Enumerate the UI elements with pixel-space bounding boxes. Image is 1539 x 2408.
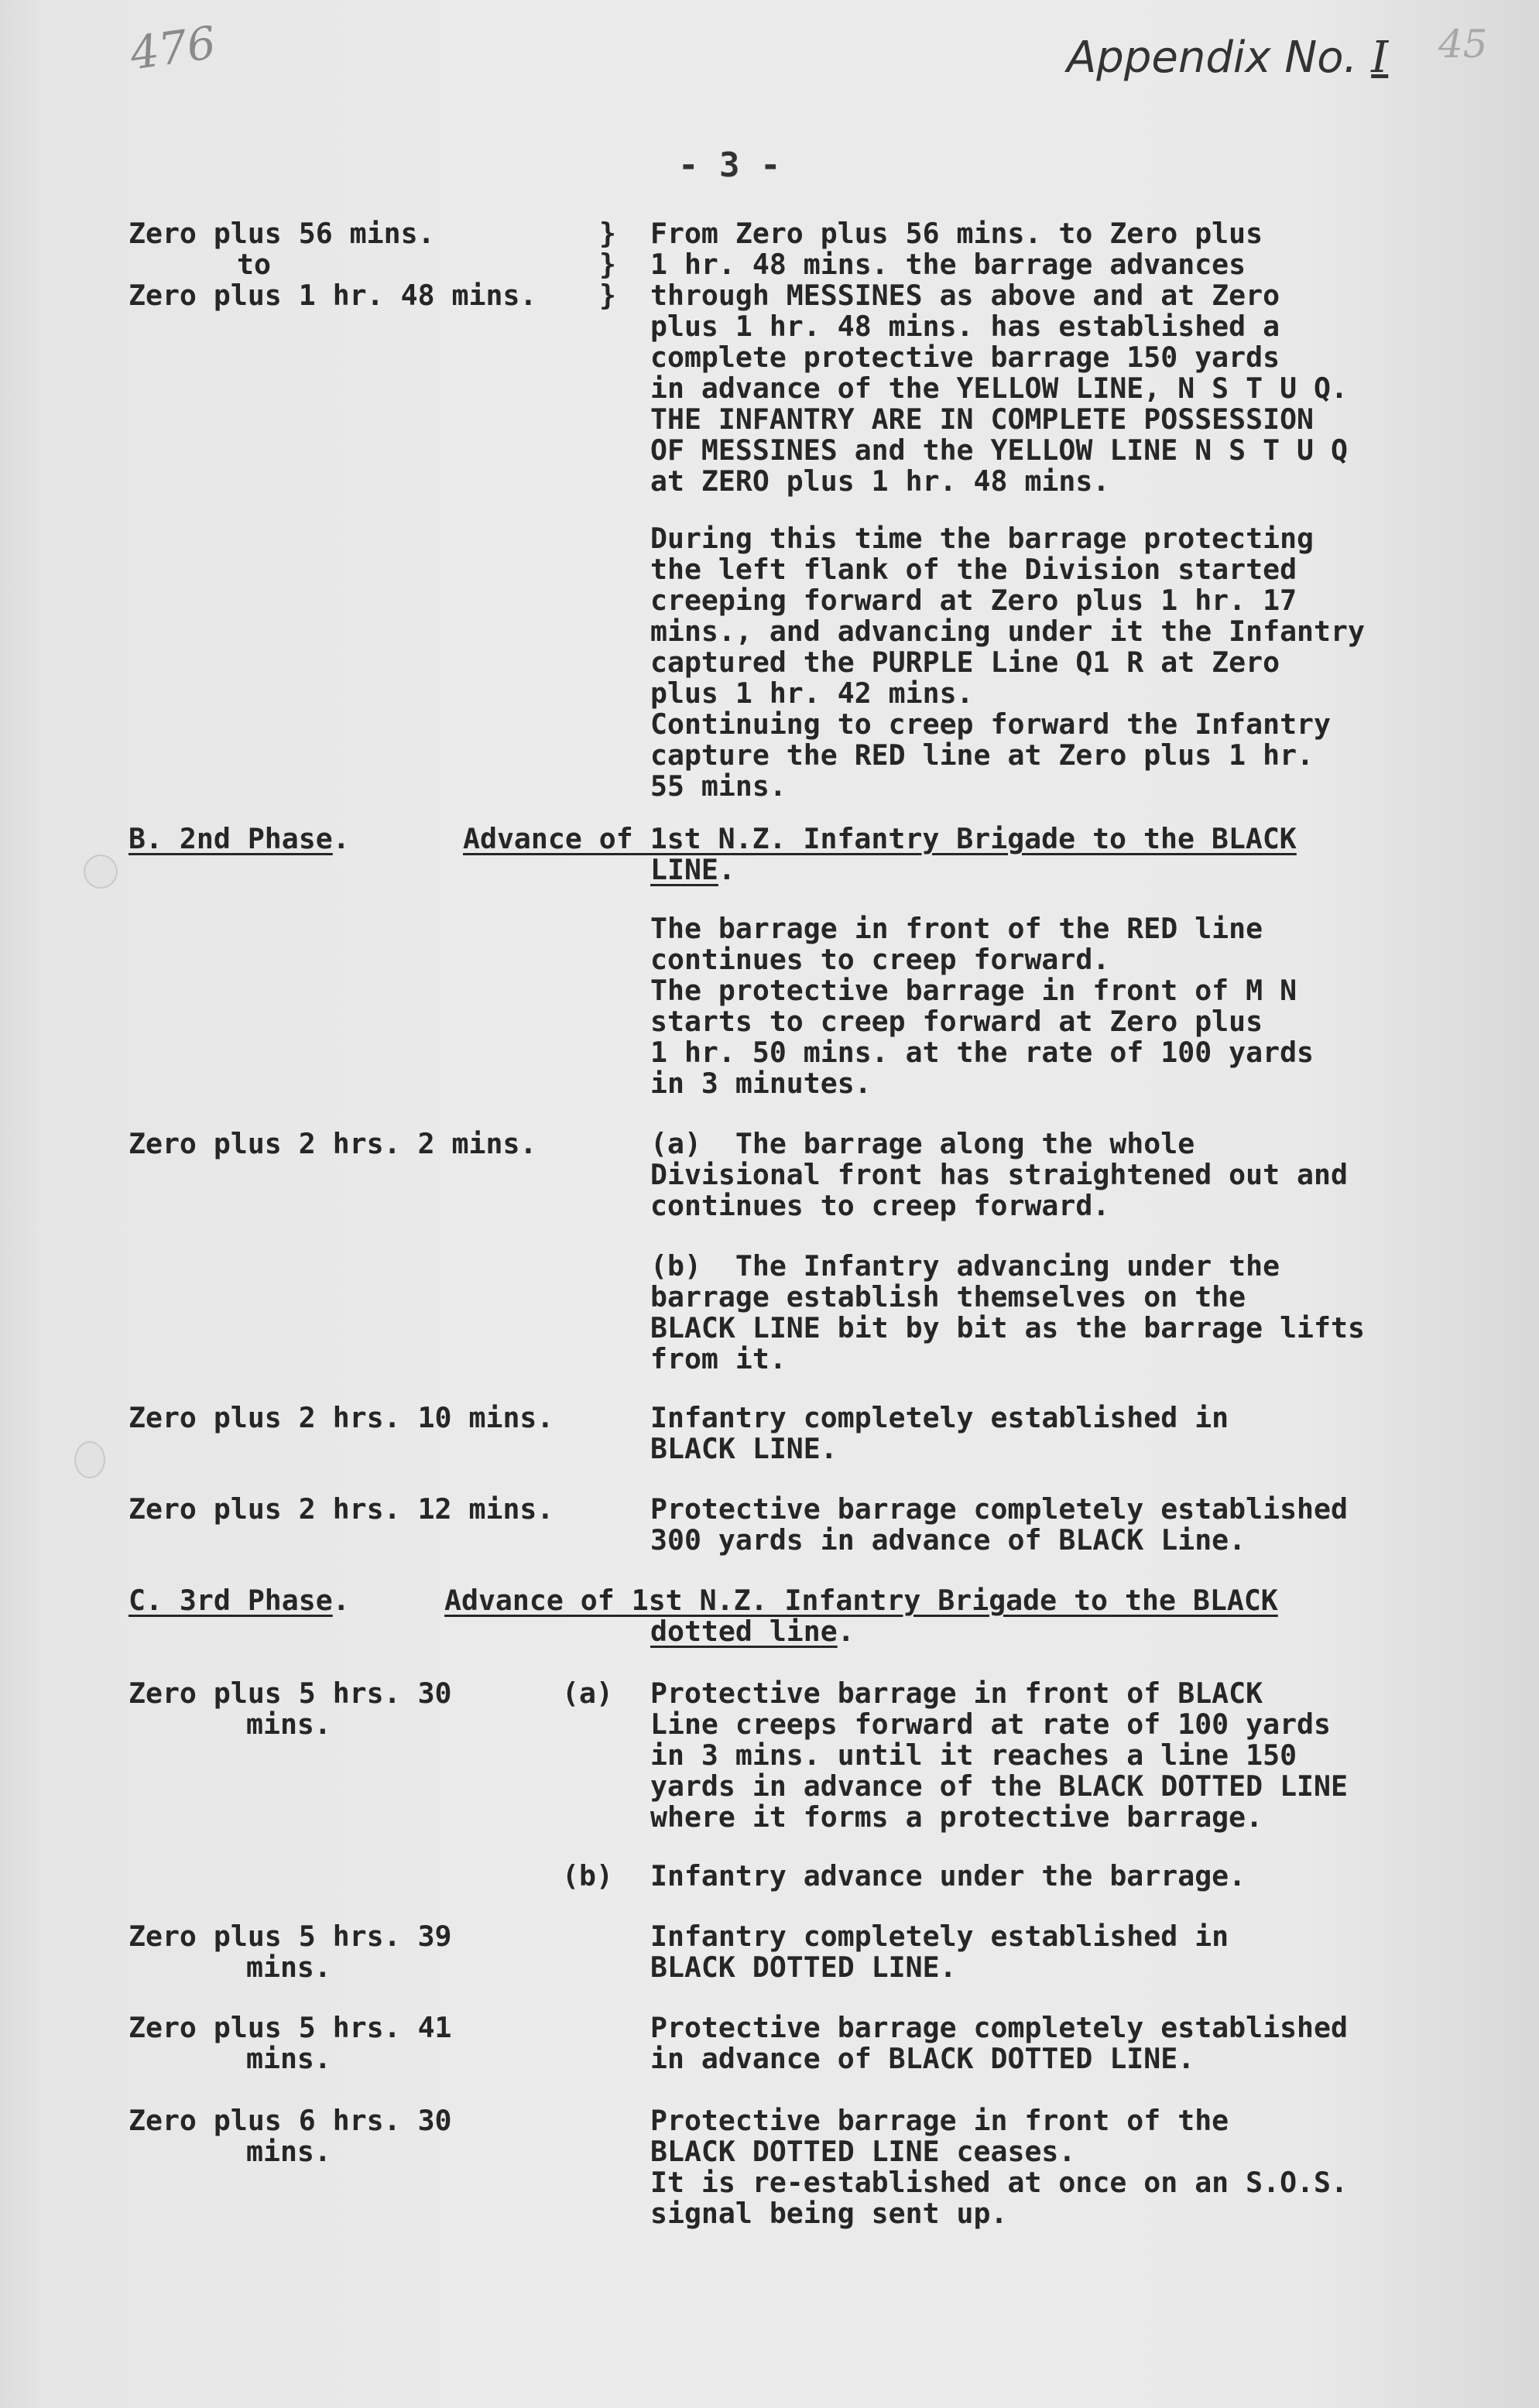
phase-c-title: Advance of 1st N.Z. Infantry Brigade to the BLACK [444, 1584, 1278, 1617]
text-line: 1 hr. 48 mins. the barrage advances [650, 248, 1246, 281]
text-line: BLACK LINE bit by bit as the barrage lifts [650, 1311, 1365, 1344]
text-line: Protective barrage completely established [650, 2011, 1348, 2044]
time-label: mins. [246, 2042, 331, 2075]
phase-label-text: C. 3rd Phase [129, 1584, 333, 1617]
sub-marker: (a) [562, 1677, 613, 1710]
text-line: in advance of BLACK DOTTED LINE. [650, 2042, 1195, 2075]
time-label: mins. [246, 2135, 331, 2168]
time-label: Zero plus 5 hrs. 30 [129, 1677, 452, 1710]
text-line: Infantry completely established in [650, 1920, 1229, 1953]
text-line: signal being sent up. [650, 2197, 1008, 2230]
text-line: 300 yards in advance of BLACK Line. [650, 1523, 1246, 1557]
phase-b-label: B. 2nd Phase. [129, 822, 350, 855]
text-line: in 3 minutes. [650, 1067, 872, 1100]
text-line: THE INFANTRY ARE IN COMPLETE POSSESSION [650, 402, 1314, 436]
text-line: Protective barrage in front of BLACK [650, 1677, 1263, 1710]
phase-label-text: B. 2nd Phase [129, 822, 333, 855]
phase-b-title-cont: LINE. [650, 853, 735, 886]
text-line: creeping forward at Zero plus 1 hr. 17 [650, 584, 1297, 617]
appendix-heading [1067, 33, 1388, 83]
appendix-roman: I [1371, 33, 1389, 83]
text-line: complete protective barrage 150 yards [650, 341, 1280, 374]
brace: } [599, 217, 616, 250]
phase-c-title-cont: dotted line. [650, 1615, 855, 1648]
time-label: Zero plus 2 hrs. 2 mins. [129, 1127, 537, 1160]
text-line: where it forms a protective barrage. [650, 1800, 1263, 1834]
text-line: Infantry advance under the barrage. [650, 1859, 1246, 1892]
text-line: barrage establish themselves on the [650, 1280, 1246, 1314]
text-line: yards in advance of the BLACK DOTTED LINE [650, 1769, 1348, 1803]
folio-number: 45 [1438, 22, 1488, 67]
text-line: It is re-established at once on an S.O.S. [650, 2166, 1348, 2199]
text-line: plus 1 hr. 42 mins. [650, 677, 974, 710]
punch-hole [74, 1441, 105, 1478]
text-line: Protective barrage completely established [650, 1492, 1348, 1526]
text-line: Continuing to creep forward the Infantry [650, 707, 1331, 741]
text-line: in 3 mins. until it reaches a line 150 [650, 1738, 1297, 1772]
time-label: Zero plus 2 hrs. 10 mins. [129, 1401, 554, 1434]
appendix-label: Appendix No. [1067, 33, 1358, 83]
text-line: in advance of the YELLOW LINE, N S T U Q. [650, 372, 1348, 405]
time-label: Zero plus 2 hrs. 12 mins. [129, 1492, 554, 1526]
text-line: Protective barrage in front of the [650, 2104, 1229, 2137]
text-line: Line creeps forward at rate of 100 yards [650, 1708, 1331, 1741]
text-line: 55 mins. [650, 769, 787, 803]
text-line: The protective barrage in front of M N [650, 974, 1297, 1007]
time-label: to [237, 248, 271, 281]
text-line: The barrage in front of the RED line [650, 912, 1263, 945]
time-label: Zero plus 56 mins. [129, 217, 435, 250]
page-number: - 3 - [678, 146, 781, 185]
text-line: (a) The barrage along the whole [650, 1127, 1195, 1160]
text-line: mins., and advancing under it the Infantry [650, 615, 1365, 648]
text-line: BLACK DOTTED LINE ceases. [650, 2135, 1076, 2168]
punch-hole [84, 855, 118, 889]
text-line: 1 hr. 50 mins. at the rate of 100 yards [650, 1036, 1314, 1069]
text-line: captured the PURPLE Line Q1 R at Zero [650, 646, 1280, 679]
phase-b-title: Advance of 1st N.Z. Infantry Brigade to the BLACK [463, 822, 1297, 855]
phase-title-text: LINE [650, 853, 718, 886]
text-line: plus 1 hr. 48 mins. has established a [650, 310, 1280, 343]
text-line: OF MESSINES and the YELLOW LINE N S T U Q [650, 433, 1348, 467]
text-line: at ZERO plus 1 hr. 48 mins. [650, 464, 1110, 498]
text-line: through MESSINES as above and at Zero [650, 279, 1280, 312]
phase-title-text: dotted line [650, 1615, 838, 1648]
archive-number: 476 [126, 15, 219, 80]
text-line: Divisional front has straightened out and [650, 1158, 1348, 1191]
text-line: continues to creep forward. [650, 1189, 1110, 1222]
brace: } [599, 248, 616, 281]
text-line: continues to creep forward. [650, 943, 1110, 976]
time-label: mins. [246, 1708, 331, 1741]
text-line: BLACK LINE. [650, 1432, 838, 1465]
text-line: capture the RED line at Zero plus 1 hr. [650, 738, 1314, 772]
time-label: Zero plus 5 hrs. 41 [129, 2011, 452, 2044]
time-label: Zero plus 5 hrs. 39 [129, 1920, 452, 1953]
time-label: Zero plus 6 hrs. 30 [129, 2104, 452, 2137]
phase-c-label: C. 3rd Phase. [129, 1584, 350, 1617]
sub-marker: (b) [562, 1859, 613, 1892]
text-line: From Zero plus 56 mins. to Zero plus [650, 217, 1263, 250]
time-label: mins. [246, 1951, 331, 1984]
text-line: During this time the barrage protecting [650, 522, 1314, 555]
time-label: Zero plus 1 hr. 48 mins. [129, 279, 537, 312]
text-line: BLACK DOTTED LINE. [650, 1951, 957, 1984]
text-line: from it. [650, 1342, 787, 1375]
text-line: (b) The Infantry advancing under the [650, 1249, 1280, 1283]
brace: } [599, 279, 616, 312]
text-line: starts to creep forward at Zero plus [650, 1005, 1263, 1038]
text-line: Infantry completely established in [650, 1401, 1229, 1434]
text-line: the left flank of the Division started [650, 553, 1297, 586]
